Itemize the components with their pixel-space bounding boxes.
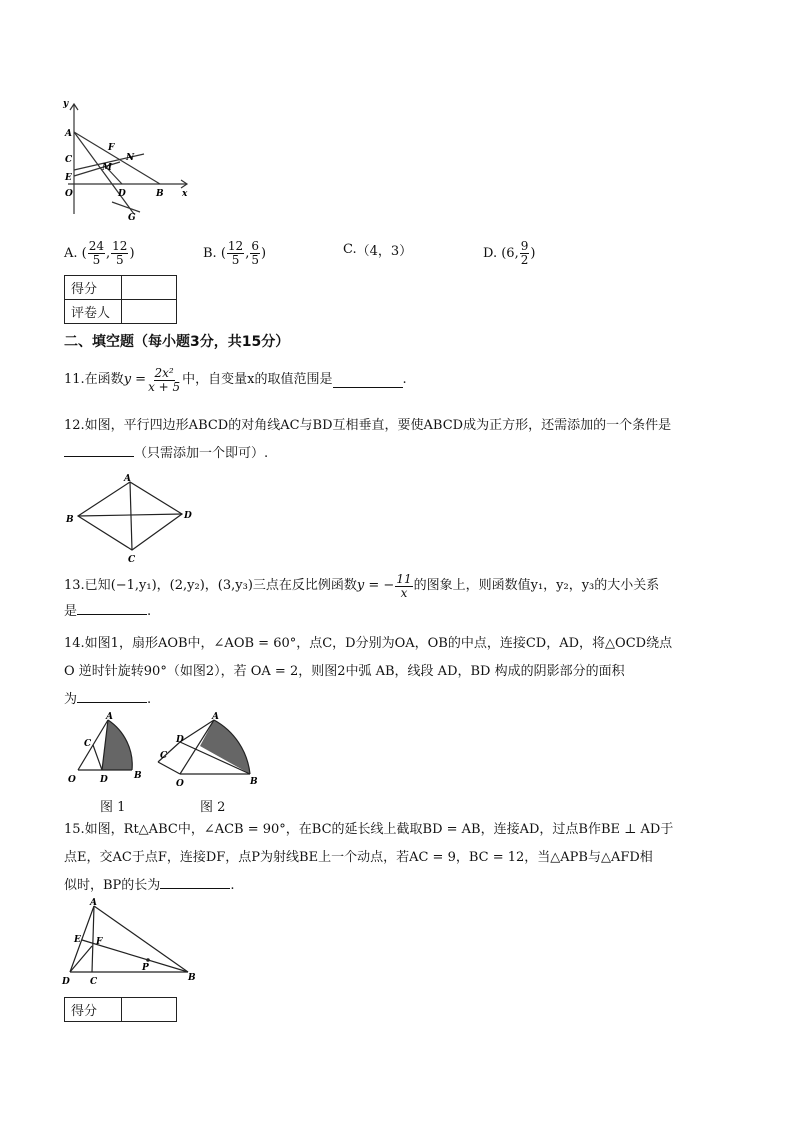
segment-ac bbox=[92, 906, 94, 972]
figure-1-caption: 图 1 bbox=[100, 800, 126, 815]
q10-figure bbox=[62, 96, 202, 226]
question-14: 14.如图1，扇形AOB中，∠AOB = 60°，点C，D分别为OA，OB的中点，连接CD，AD，将△OCD绕点 O 逆时针旋转90°（如图2），若 OA = 2，则图2中弧 AB，线段 AD，BD 构成的阴影部分的面积 为 . bbox=[64, 636, 673, 707]
section-2-heading: 二、填空题（每小题3分，共15分） bbox=[64, 334, 290, 350]
answer-blank-13[interactable] bbox=[77, 600, 147, 615]
q15-figure bbox=[60, 896, 210, 988]
label-c: C bbox=[84, 739, 92, 749]
grader-blank[interactable] bbox=[122, 300, 177, 324]
label-o: O bbox=[65, 189, 73, 199]
question-12: 12.如图，平行四边形ABCD的对角线AC与BD互相垂直，要使ABCD成为正方形，还需添加的一个条件是 （只需添加一个即可）. bbox=[64, 418, 672, 461]
label-o: O bbox=[176, 779, 184, 789]
score-label: 得分 bbox=[65, 998, 122, 1022]
q12-figure bbox=[62, 472, 202, 566]
point-p bbox=[146, 958, 150, 962]
label-d: D bbox=[184, 511, 192, 521]
label-a: A bbox=[212, 712, 219, 722]
question-11: 11.在函数 y = $\frac{\text{2x²}}{x + 5}$ 中，自变量x的取值范围是 . bbox=[64, 365, 407, 394]
segment-ab bbox=[94, 906, 188, 972]
label-d: D bbox=[176, 735, 184, 745]
score-label: 得分 bbox=[65, 276, 122, 300]
label-a: A bbox=[124, 474, 131, 484]
label-e: E bbox=[74, 935, 81, 945]
q10-option-d: D. (6, $\frac{9}{2}$ ) bbox=[483, 239, 536, 267]
label-a: A bbox=[90, 898, 97, 908]
label-a: A bbox=[106, 712, 113, 722]
label-d: D bbox=[118, 189, 126, 199]
label-e: E bbox=[65, 173, 72, 183]
answer-blank-12[interactable] bbox=[64, 442, 134, 457]
label-m: M bbox=[102, 163, 112, 173]
score-box-2 bbox=[64, 997, 177, 1022]
label-f: F bbox=[108, 143, 115, 153]
label-b: B bbox=[188, 973, 196, 983]
label-c: C bbox=[160, 751, 168, 761]
label-y: y bbox=[63, 99, 69, 109]
figure-2-caption: 图 2 bbox=[200, 800, 226, 815]
label-o: O bbox=[68, 775, 76, 785]
answer-blank-11[interactable] bbox=[333, 373, 403, 388]
line-ab bbox=[74, 132, 160, 184]
label-b: B bbox=[250, 777, 258, 787]
label-d: D bbox=[62, 977, 70, 987]
label-b: B bbox=[66, 515, 74, 525]
q10-option-a: A. ( $\frac{24}{5}$ , $\frac{12}{5}$ ) bbox=[64, 239, 135, 267]
label-b: B bbox=[134, 771, 142, 781]
q14-figure-2 bbox=[152, 710, 262, 792]
segment-df bbox=[70, 946, 92, 972]
q10-option-c: C. （4，3） bbox=[343, 242, 413, 259]
score-blank[interactable] bbox=[122, 276, 177, 300]
answer-blank-14[interactable] bbox=[77, 688, 147, 703]
diagonal-ac bbox=[130, 482, 132, 550]
label-x: x bbox=[182, 189, 188, 199]
answer-blank-15[interactable] bbox=[160, 874, 230, 889]
q14-figure-1 bbox=[64, 710, 144, 792]
label-f: F bbox=[96, 937, 103, 947]
label-d: D bbox=[100, 775, 108, 785]
question-13: 13.已知 (−1,y₁)，(2,y₂)，(3,y₃) 三点在反比例函数 y = − $\frac{11}{x}$ 的图象上，则函数值y₁，y₂，y₃的大小关系 是 . bbox=[64, 571, 660, 619]
label-a: A bbox=[65, 129, 72, 139]
label-n: N bbox=[126, 153, 135, 163]
diagonal-bd bbox=[78, 514, 182, 516]
label-c: C bbox=[128, 555, 136, 565]
score-box-1 bbox=[64, 275, 177, 324]
label-g: G bbox=[128, 213, 136, 223]
label-c: C bbox=[65, 155, 73, 165]
q10-option-b: B. ( $\frac{12}{5}$ , $\frac{6}{5}$ ) bbox=[203, 239, 267, 267]
label-b: B bbox=[156, 189, 164, 199]
label-p: P bbox=[142, 963, 149, 973]
label-c: C bbox=[90, 977, 98, 987]
score-blank[interactable] bbox=[122, 998, 177, 1022]
grader-label: 评卷人 bbox=[65, 300, 122, 324]
question-15: 15.如图，Rt△ABC中，∠ACB = 90°，在BC的延长线上截取BD = AB，连接AD，过点B作BE ⊥ AD于 点E，交AC于点F，连接DF，点P为射线BE上一个动点，若AC = 9，BC = 12，当△APB与△AFD相 似时，BP的长为 . bbox=[64, 822, 674, 893]
